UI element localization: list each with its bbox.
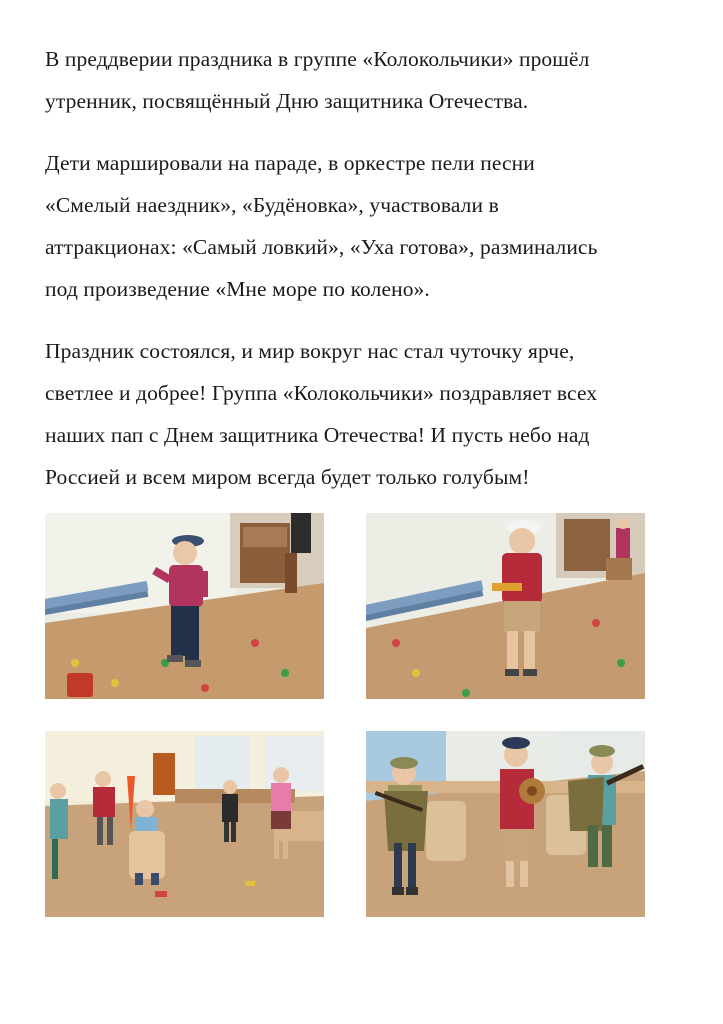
photo-children-in-hall-with-chairs [45,731,324,917]
paragraph-greeting [45,330,685,498]
text-line: утренник, посвящённый Дню защитника Отечества. [45,89,529,113]
text-line: под произведение «Мне море по колено». [45,277,430,301]
photo-children-with-shields-and-props [366,731,645,917]
text-line: В преддверии праздника в группе «Колокольчики» прошёл [45,47,590,71]
paragraph-activities [45,142,685,310]
text-line: Россией и всем миром всегда будет только голубым! [45,465,530,489]
article-text [45,38,685,518]
text-line: «Смелый наездник», «Будёновка», участвовали в [45,193,499,217]
text-line: светлее и добрее! Группа «Колокольчики» поздравляет всех [45,381,598,405]
text-line: Праздник состоялся, и мир вокруг нас стал чуточку ярче, [45,339,575,363]
paragraph-intro [45,38,685,122]
text-line: Дети маршировали на параде, в оркестре пели песни [45,151,535,175]
text-line: аттракционах: «Самый ловкий», «Уха готова», разминались [45,235,598,259]
photo-child-with-instrument [366,513,645,699]
text-line: наших пап с Днем защитника Отечества! И пусть небо над [45,423,590,447]
photo-child-marching-in-cap [45,513,324,699]
